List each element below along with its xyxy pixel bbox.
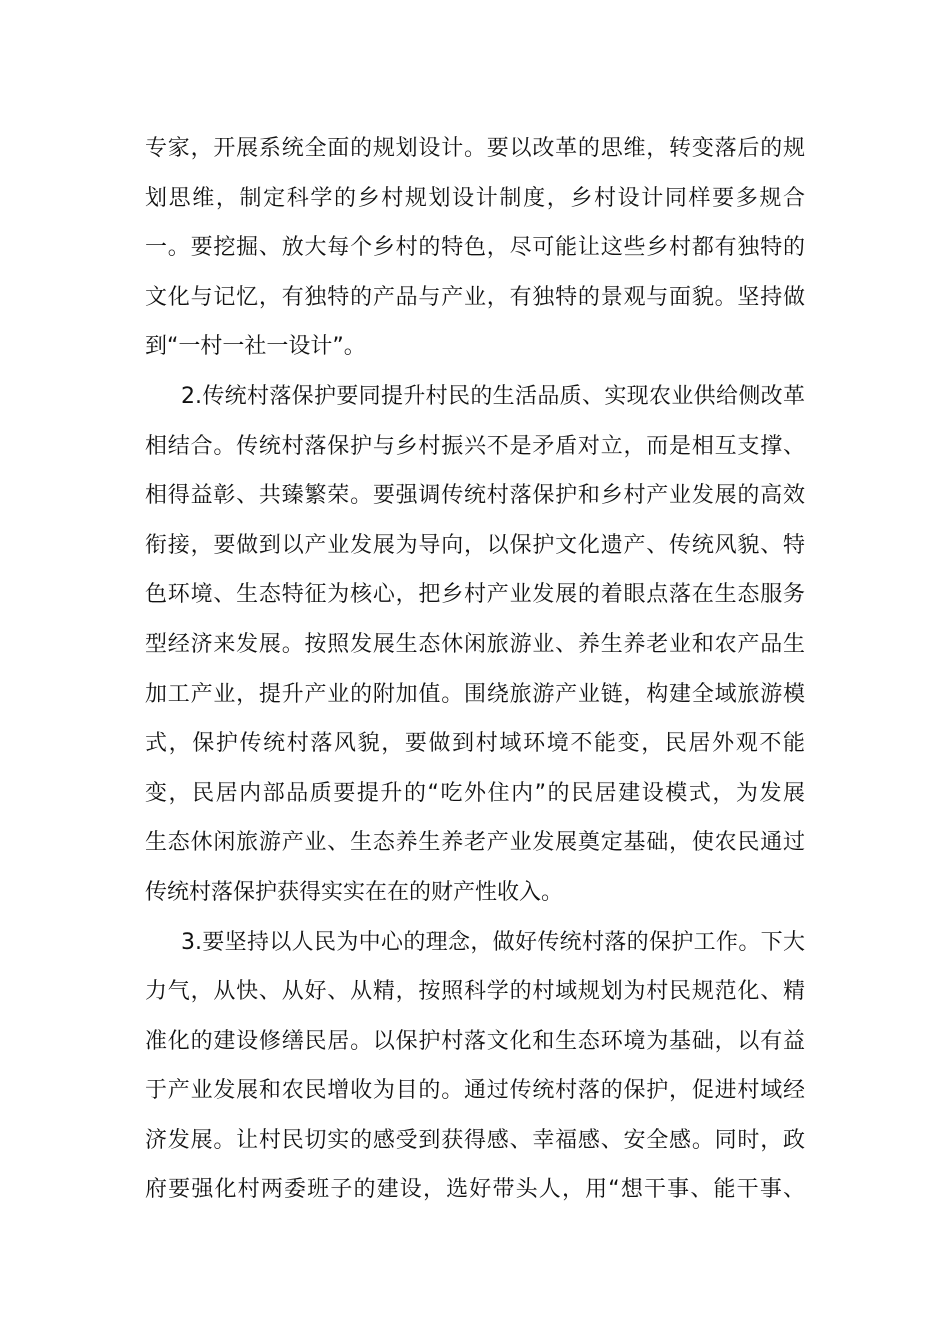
text-line: 力气，从快、从好、从精，按照科学的村域规划为村民规范化、精 (145, 979, 805, 1005)
text-line: 一。要挖掘、放大每个乡村的特色，尽可能让这些乡村都有独特的 (145, 235, 805, 261)
paragraph-2-first-line: 2.传统村落保护要同提升村民的生活品质、实现农业供给侧改革 (181, 383, 805, 409)
text-line: 式，保护传统村落风貌，要做到村域环境不能变，民居外观不能 (145, 731, 805, 757)
text-line: 府要强化村两委班子的建设，选好带头人，用“想干事、能干事、 (145, 1177, 805, 1203)
text-line: 于产业发展和农民增收为目的。通过传统村落的保护，促进村域经 (145, 1078, 805, 1104)
text-line: 色环境、生态特征为核心，把乡村产业发展的着眼点落在生态服务 (145, 582, 805, 608)
text-line: 划思维，制定科学的乡村规划设计制度，乡村设计同样要多规合 (145, 185, 805, 211)
text-line: 专家，开展系统全面的规划设计。要以改革的思维，转变落后的规 (145, 136, 805, 161)
text-line: 文化与记忆，有独特的产品与产业，有独特的景观与面貌。坚持做 (145, 284, 805, 310)
text-line: 相得益彰、共臻繁荣。要强调传统村落保护和乡村产业发展的高效 (145, 483, 805, 509)
text-line: 济发展。让村民切实的感受到获得感、幸福感、安全感。同时，政 (145, 1127, 805, 1153)
text-line: 准化的建设修缮民居。以保护村落文化和生态环境为基础，以有益 (145, 1028, 805, 1054)
paragraph-3-first-line: 3.要坚持以人民为中心的理念，做好传统村落的保护工作。下大 (181, 929, 805, 955)
text-line: 生态休闲旅游产业、生态养生养老产业发展奠定基础，使农民通过 (145, 830, 805, 856)
text-line: 变，民居内部品质要提升的“吃外住内”的民居建设模式，为发展 (145, 780, 805, 806)
text-line: 型经济来发展。按照发展生态休闲旅游业、养生养老业和农产品生 (145, 631, 805, 657)
text-line: 相结合。传统村落保护与乡村振兴不是矛盾对立，而是相互支撑、 (145, 433, 805, 459)
text-line: 传统村落保护获得实实在在的财产性收入。 (145, 879, 564, 905)
body-text (145, 124, 805, 1215)
text-line: 到“一村一社一设计”。 (145, 334, 366, 360)
text-line: 衔接，要做到以产业发展为导向，以保护文化遗产、传统风貌、特 (145, 532, 805, 558)
text-line: 加工产业，提升产业的附加值。围绕旅游产业链，构建全域旅游模 (145, 681, 805, 707)
